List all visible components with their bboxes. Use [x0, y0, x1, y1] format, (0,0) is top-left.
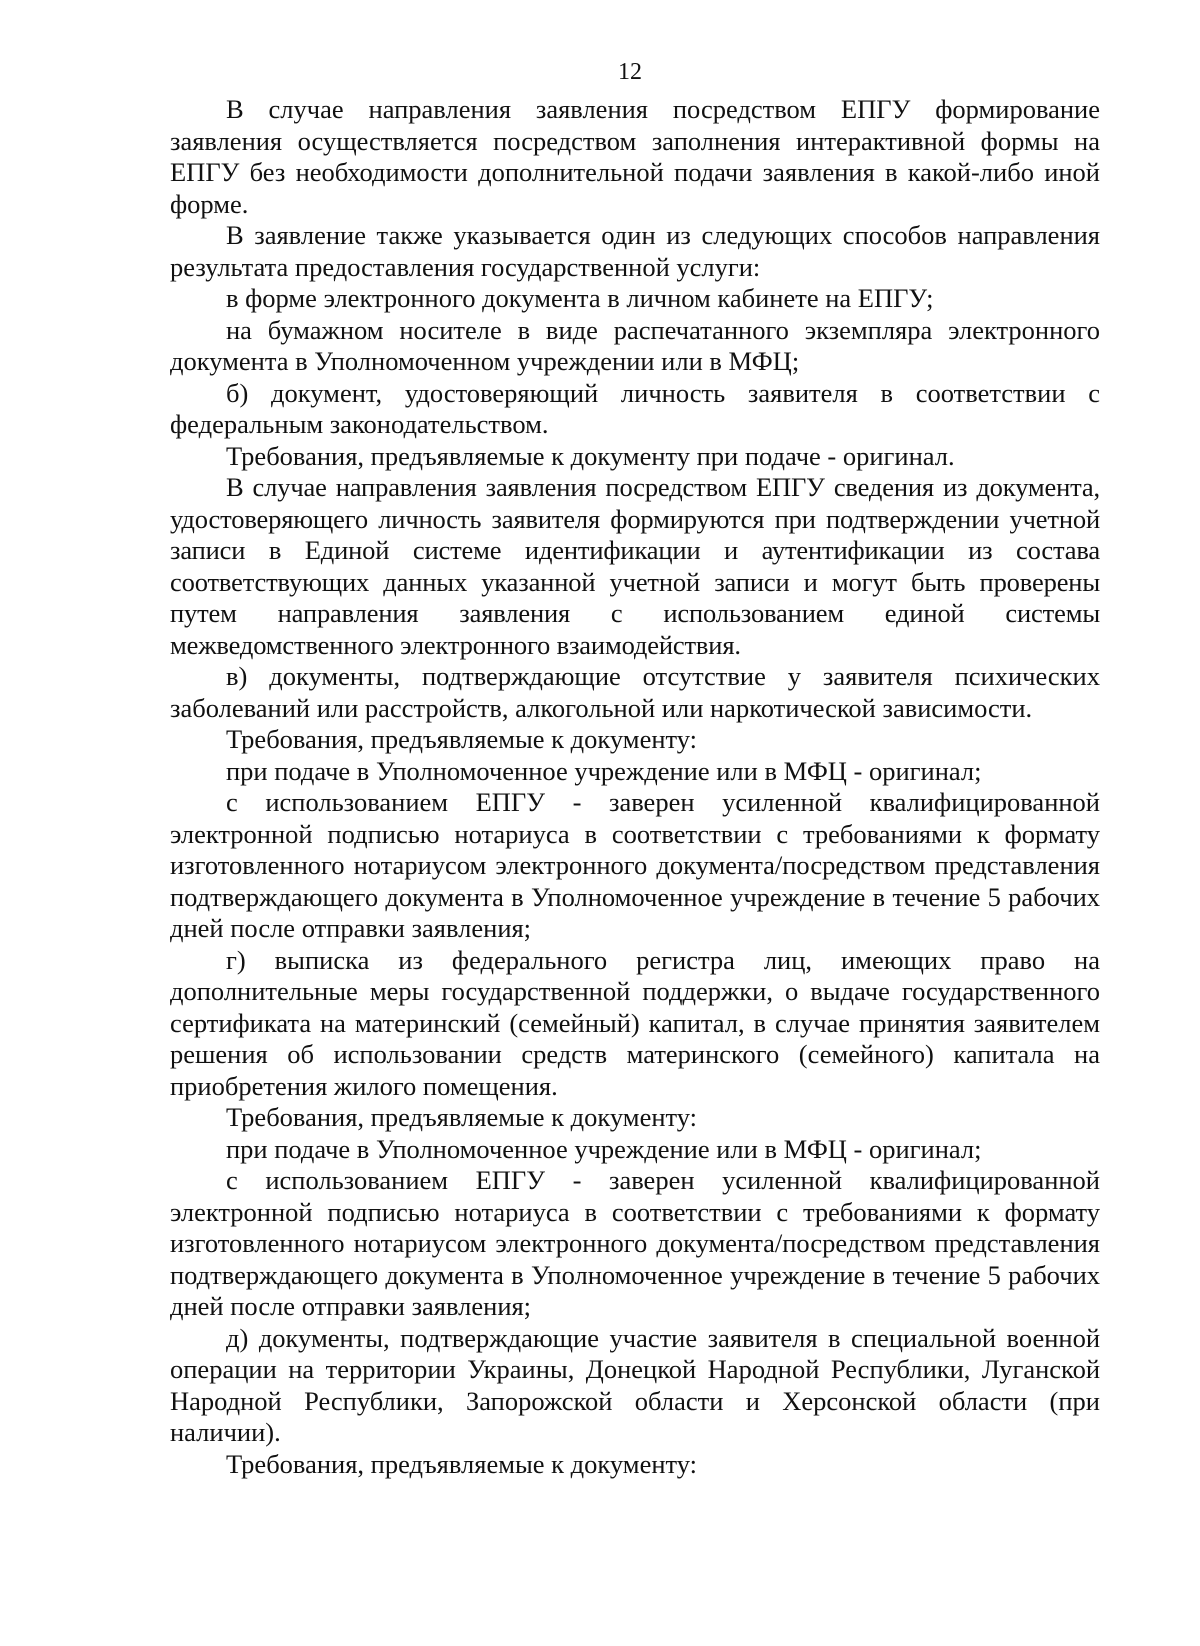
paragraph-item-b: б) документ, удостоверяющий личность заявителя в соответствии с федеральным законодательством. — [170, 377, 1100, 439]
paragraph-epgu-notary: с использованием ЕПГУ - заверен усиленной квалифицированной электронной подписью нотариуса в соответствии с требованиями к формату изготовленного нотариусом электронного документа/посредством представления подтверждающего документа в Уполномоченное учреждение в течение 5 рабочих дней после отправки заявления; — [170, 1165, 1100, 1321]
paragraph-submission-original: при подаче в Уполномоченное учреждение или в МФЦ - оригинал; — [226, 755, 982, 786]
paragraph-requirements-heading: Требования, предъявляемые к документу: — [226, 724, 698, 754]
paragraph-identity-esia: В случае направления заявления посредством ЕПГУ сведения из документа, удостоверяющего личность заявителя формируются при подтверждении учетной записи в Единой системе идентификации и аутентификации из состава соответствующих данных указанной учетной записи и могут быть проверены путем направления заявления с использованием единой системы межведомственного электронного взаимодействия. — [170, 472, 1100, 660]
paragraph-item-d: д) документы, подтверждающие участие заявителя в специальной военной операции на территории Украины, Донецкой Народной Республики, Луганской Народной Республики, Запорожской области и Херсонской области (при наличии). — [170, 1322, 1100, 1447]
paragraph-epgu-notary: с использованием ЕПГУ - заверен усиленной квалифицированной электронной подписью нотариуса в соответствии с требованиями к формату изготовленного нотариусом электронного документа/посредством представления подтверждающего документа в Уполномоченное учреждение в течение 5 рабочих дней после отправки заявления; — [170, 787, 1100, 943]
paragraph-requirements-heading: Требования, предъявляемые к документу: — [226, 1102, 698, 1132]
paragraph-epgu-form: В случае направления заявления посредством ЕПГУ формирование заявления осуществляется посредством заполнения интерактивной формы на ЕПГУ без необходимости дополнительной подачи заявления в какой-либо иной форме. — [170, 94, 1100, 219]
paragraph-item-v: в) документы, подтверждающие отсутствие у заявителя психических заболеваний или расстройств, алкогольной или наркотической зависимости. — [170, 661, 1100, 723]
paragraph-requirements-original: Требования, предъявляемые к документу при подаче - оригинал. — [226, 440, 955, 471]
document-body — [170, 94, 1100, 1480]
page-number: 12 — [618, 59, 642, 85]
paragraph-submission-original: при подаче в Уполномоченное учреждение или в МФЦ - оригинал; — [226, 1133, 982, 1164]
paragraph-requirements-heading: Требования, предъявляемые к документу: — [226, 1448, 698, 1479]
paragraph-paper-copy: на бумажном носителе в виде распечатанного экземпляра электронного документа в Уполномоченном учреждении или в МФЦ; — [170, 314, 1100, 376]
paragraph-result-methods: В заявление также указывается один из следующих способов направления результата предоставления государственной услуги: — [170, 220, 1100, 282]
paragraph-item-g: г) выписка из федерального регистра лиц, имеющих право на дополнительные меры государственной поддержки, о выдаче государственного сертификата на материнский (семейный) капитал, в случае принятия заявителем решения об использовании средств материнского (семейного) капитала на приобретения жилого помещения. — [170, 944, 1100, 1101]
paragraph-electronic-cabinet: в форме электронного документа в личном кабинете на ЕПГУ; — [226, 283, 934, 313]
